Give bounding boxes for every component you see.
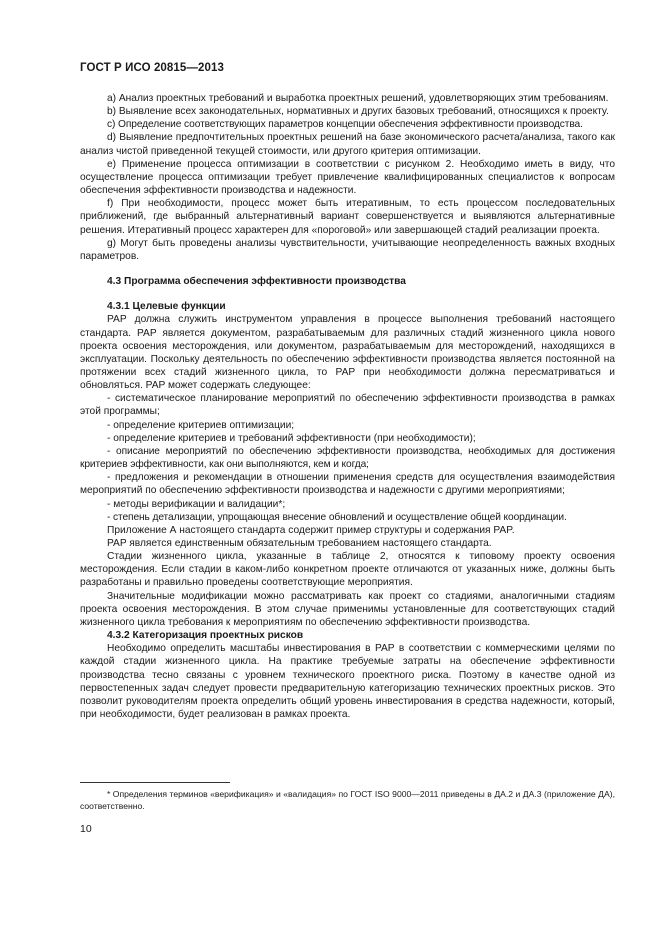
bullet-item: - описание мероприятий по обеспечению эффективности производства, необходимых для достижения критериев эффективности, как они выполняются, кем и когда; xyxy=(80,445,615,471)
paragraph: PAP должна служить инструментом управления в процессе выполнения требований настоящего стандарта. PAP является документом, разрабатываемым для различных стадий жизненного цикла нового проекта освоения месторождения, или документом, разрабатываемым для месторождений, находящихся в эксплуатации. Поскольку деятельность по обеспечению эффективности производства является постоянной на протяжении всех стадий жизненного цикла, то PAP при необходимости должна пересматриваться и обновляться. PAP может содержать следующее: xyxy=(80,314,615,392)
list-item-e: e) Применение процесса оптимизации в соответствии с рисунком 2. Необходимо иметь в виду, что осуществление процесса оптимизации требует привлечение квалифицированных специалистов к вопросам обеспечения эффективности производства и надежности. xyxy=(80,158,615,197)
page-number: 10 xyxy=(80,823,92,835)
section-gap xyxy=(80,263,615,275)
document-header: ГОСТ Р ИСО 20815—2013 xyxy=(80,62,225,74)
section-gap xyxy=(80,288,615,300)
paragraph: Значительные модификации можно рассматривать как проект со стадиями, аналогичными стадиям проекта освоения месторождения. В этом случае применимы установленные для соответствующих стадий жизненного цикла требования к мероприятиям по обеспечению эффективности производства. xyxy=(80,590,615,628)
bullet-item: - степень детализации, упрощающая внесение обновлений и осуществление общей координации. xyxy=(107,511,567,523)
paragraph: Стадии жизненного цикла, указанные в таблице 2, относятся к типовому проекту освоения месторождения. Если стадии в каком-либо конкретном проекте отличаются от указанных ниже, должны быть разработаны и правильно проведены соответствующие мероприятия. xyxy=(80,551,615,589)
bullet-item: - предложения и рекомендации в отношении применения средств для осуществления взаимодействия мероприятий по обеспечению эффективности производства и надежности с другими мероприятиями; xyxy=(80,472,615,497)
list-item-a: а) Анализ проектных требований и выработка проектных решений, удовлетворяющих этим требованиям. xyxy=(107,93,609,104)
list-item-b: b) Выявление всех законодательных, нормативных и других базовых требований, относящихся к проекту. xyxy=(107,106,609,118)
list-item-c: c) Определение соответствующих параметров концепции обеспечения эффективности производства. xyxy=(107,119,583,131)
paragraph: PAP является единственным обязательным требованием настоящего стандарта. xyxy=(107,538,492,549)
list-item-g: g) Могут быть проведены анализы чувствительности, учитывающие неопределенность важных входных параметров. xyxy=(80,237,615,262)
list-item-f: f) При необходимости, процесс может быть итеративным, то есть процессом последовательных приближений, где выбранный альтернативный вариант совершенствуется и выявляются альтернативные решения. Итеративный процесс характерен для «пороговой» или завершающей стадий реализации проекта. xyxy=(80,198,615,236)
page-content xyxy=(80,92,615,721)
list-item-d: d) Выявление предпочтительных проектных решений на базе экономического расчета/анализа, такого как анализ чистой приведенной текущей стоимости, или другого критерия оптимизации. xyxy=(80,132,615,157)
section-heading-4-3: 4.3 Программа обеспечения эффективности производства xyxy=(107,276,406,288)
bullet-item: - определение критериев оптимизации; xyxy=(107,419,295,431)
footnote-divider xyxy=(80,782,230,783)
bullet-item: - определение критериев и требований эффективности (при необходимости); xyxy=(107,432,476,444)
footnote: * Определения терминов «верификация» и «валидация» по ГОСТ ISO 9000—2011 приведены в ДА.2 и ДА.3 (приложение ДА), соответственно. xyxy=(80,789,615,811)
bullet-item: - систематическое планирование мероприятий по обеспечению эффективности производства в рамках этой программы; xyxy=(80,393,615,418)
subsection-heading-4-3-1: 4.3.1 Целевые функции xyxy=(107,301,226,313)
paragraph: Приложение А настоящего стандарта содержит пример структуры и содержания PAP. xyxy=(107,524,515,536)
bullet-item: - методы верификации и валидации*; xyxy=(107,498,286,510)
paragraph: Необходимо определить масштабы инвестирования в PAP в соответствии с коммерческими целями по каждой стадии жизненного цикла. На практике требуемые затраты на обеспечение эффективности производства тесно связаны с уровнем технического проектного риска. Поэтому в качестве одной из первостепенных задач следует провести предварительную категоризацию технических проектных рисков. Это позволит руководителям проекта определить общий уровень инвестирования в средства надежности, который, при необходимости, будет реализован в рамках проекта. xyxy=(80,643,615,721)
subsection-heading-4-3-2: 4.3.2 Категоризация проектных рисков xyxy=(107,630,304,642)
